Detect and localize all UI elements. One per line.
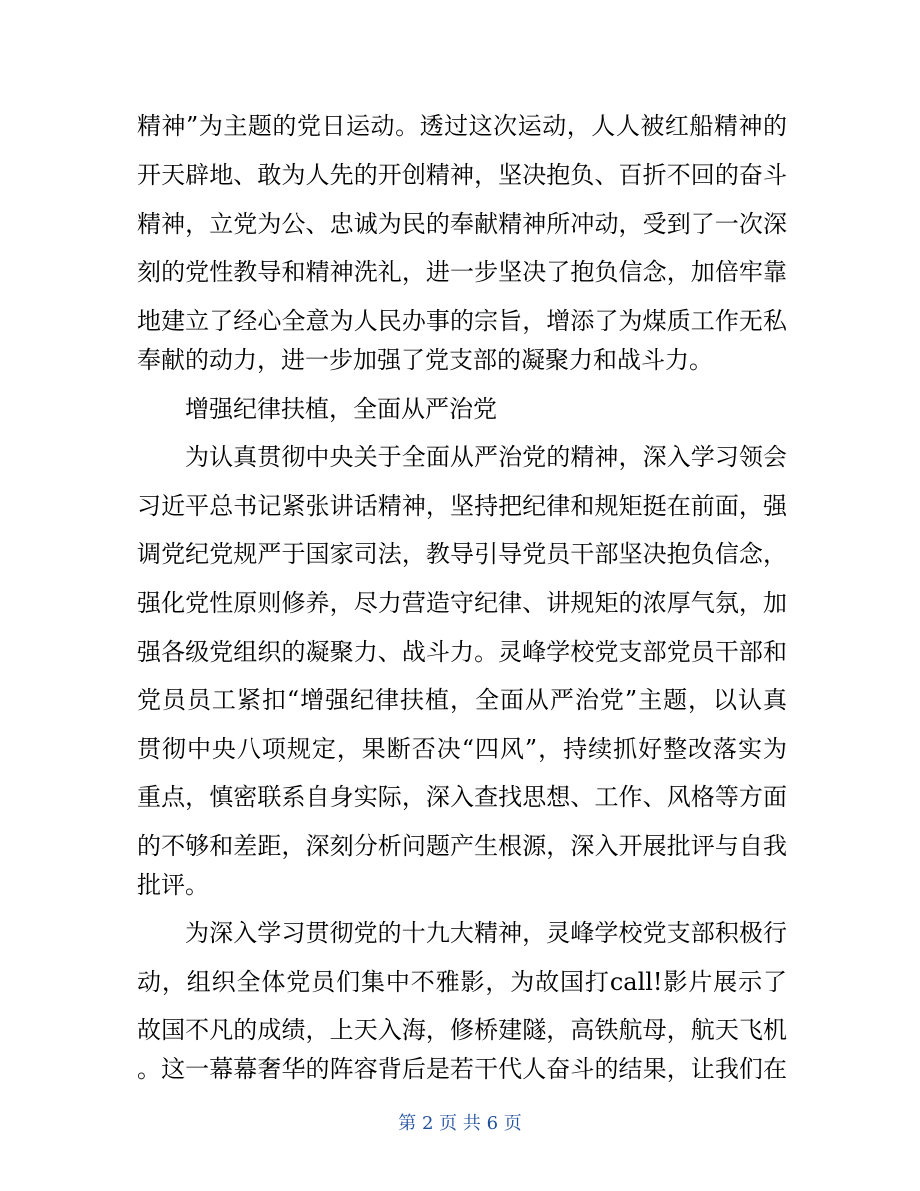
text-line: 批评。 (137, 871, 209, 899)
text-line: 的不够和差距，深刻分析问题产生根源，深入开展批评与自我 (137, 832, 787, 860)
text-line: 动，组织全体党员们集中不雅影，为故国打call!影片展示了 (137, 968, 787, 996)
text-line: 。这一幕幕奢华的阵容背后是若干代人奋斗的结果，让我们在 (137, 1055, 787, 1083)
text-line: 故国不凡的成绩，上天入海，修桥建隧，高铁航母，航天飞机 (137, 1016, 787, 1044)
text-line: 党员员工紧扣“增强纪律扶植，全面从严治党”主题，以认真 (137, 686, 787, 714)
text-line: 精神，立党为公、忠诚为民的奉献精神所冲动，受到了一次深 (137, 210, 787, 238)
text-line: 开天辟地、敢为人先的开创精神，坚决抱负、百折不回的奋斗 (137, 161, 787, 189)
text-line: 地建立了经心全意为人民办事的宗旨，增添了为煤质工作无私 (137, 307, 787, 335)
text-line: 刻的党性教导和精神洗礼，进一步坚决了抱负信念，加倍牢靠 (137, 258, 787, 286)
text-line: 精神”为主题的党日运动。透过这次运动，人人被红船精神的 (137, 112, 787, 140)
text-line: 贯彻中央八项规定，果断否决“四风”，持续抓好整改落实为 (137, 735, 787, 763)
text-line: 为认真贯彻中央关于全面从严治党的精神，深入学习领会 (185, 443, 787, 471)
text-line: 重点，慎密联系自身实际，深入查找思想、工作、风格等方面 (137, 783, 787, 811)
text-line: 调党纪党规严于国家司法，教导引导党员干部坚决抱负信念， (137, 540, 787, 568)
text-line: 强各级党组织的凝聚力、战斗力。灵峰学校党支部党员干部和 (137, 638, 787, 666)
text-line: 为深入学习贯彻党的十九大精神，灵峰学校党支部积极行 (185, 919, 787, 947)
text-line: 习近平总书记紧张讲话精神，坚持把纪律和规矩挺在前面，强 (137, 492, 787, 520)
section-heading: 增强纪律扶植，全面从严治党 (185, 395, 497, 423)
page-number-footer: 第 2 页 共 6 页 (398, 1113, 522, 1134)
text-line: 奉献的动力，进一步加强了党支部的凝聚力和战斗力。 (137, 346, 713, 374)
text-line: 强化党性原则修养，尽力营造守纪律、讲规矩的浓厚气氛，加 (137, 589, 787, 617)
